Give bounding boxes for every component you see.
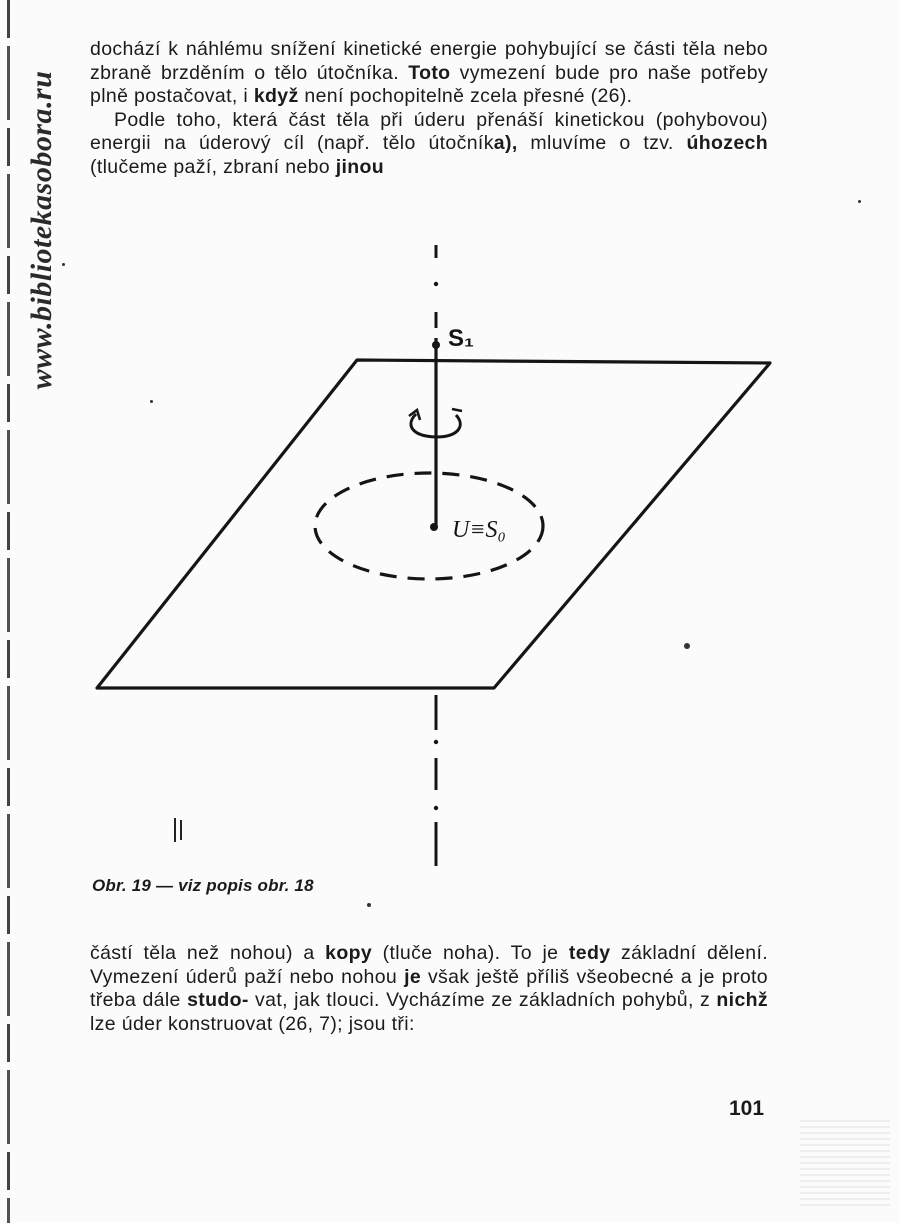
- paragraph-1-line-2: se části těla nebo zbraně brzděním o tělo útočníka.: [90, 38, 768, 84]
- figure-caption: Obr. 19 — viz popis obr. 18: [92, 876, 314, 895]
- paragraph-1-line-3: vymezení bude pro naše potřeby plně postačovat, i: [90, 61, 768, 107]
- point-u-s0: [430, 523, 438, 531]
- dashed-rotation-circle: [315, 473, 543, 579]
- bold-word: když: [253, 85, 299, 107]
- bold-word: nichž: [716, 989, 769, 1011]
- label-s1: S₁: [448, 325, 474, 352]
- bold-word: je: [404, 965, 422, 988]
- axis-dot: [434, 740, 438, 744]
- bold-term-uhozech: úhozech: [686, 132, 768, 154]
- bold-word: jinou: [335, 155, 385, 178]
- scan-noise: [800, 1120, 890, 1210]
- bold-word: tedy: [568, 942, 611, 964]
- paragraph-1-line-4: není pochopitelně zcela přesné (26).: [304, 85, 633, 107]
- scan-speck: [684, 643, 690, 649]
- scan-speck: [367, 903, 371, 907]
- bold-term-kopy: kopy: [325, 942, 373, 964]
- watermark-text: www.bibliotekasobora.ru: [25, 70, 58, 390]
- point-s1: [432, 341, 440, 349]
- paragraph-1-line-1: dochází k náhlému snížení kinetické energie pohybující: [90, 38, 598, 60]
- axis-dot: [434, 806, 438, 810]
- scan-speck: [62, 263, 65, 266]
- bold-word: a),: [493, 132, 518, 154]
- label-u-equiv-s0: U≡S₀: [452, 517, 506, 543]
- paragraph-3: částí těla než nohou) a kopy (tluče noha). To je tedy základní dělení. Vymezení úderů paží nebo nohou je však ještě příliš všeobecné a je proto třeba dále studo- vat, jak tlouci. Vycházíme ze základních pohybů, z nichž lze úder konstruovat (26, 7); jsou tři:: [90, 942, 769, 1035]
- scan-speck: [858, 200, 861, 203]
- text-block-bottom: [90, 942, 768, 1036]
- axis-dot: [434, 282, 438, 286]
- scan-speck: [150, 400, 153, 403]
- paragraph-2: Podle toho, která část těla při úderu přenáší kinetickou (pohybovou) energii na úderový cíl (např. tělo útočníka), mluvíme o tzv. úhozech (tlučeme paží, zbraní nebo jinou: [90, 108, 768, 178]
- arrowhead-icon: [452, 409, 462, 411]
- bold-word: studo-: [187, 989, 249, 1011]
- bold-word: Toto: [408, 61, 451, 84]
- page-number: 101: [729, 1097, 765, 1120]
